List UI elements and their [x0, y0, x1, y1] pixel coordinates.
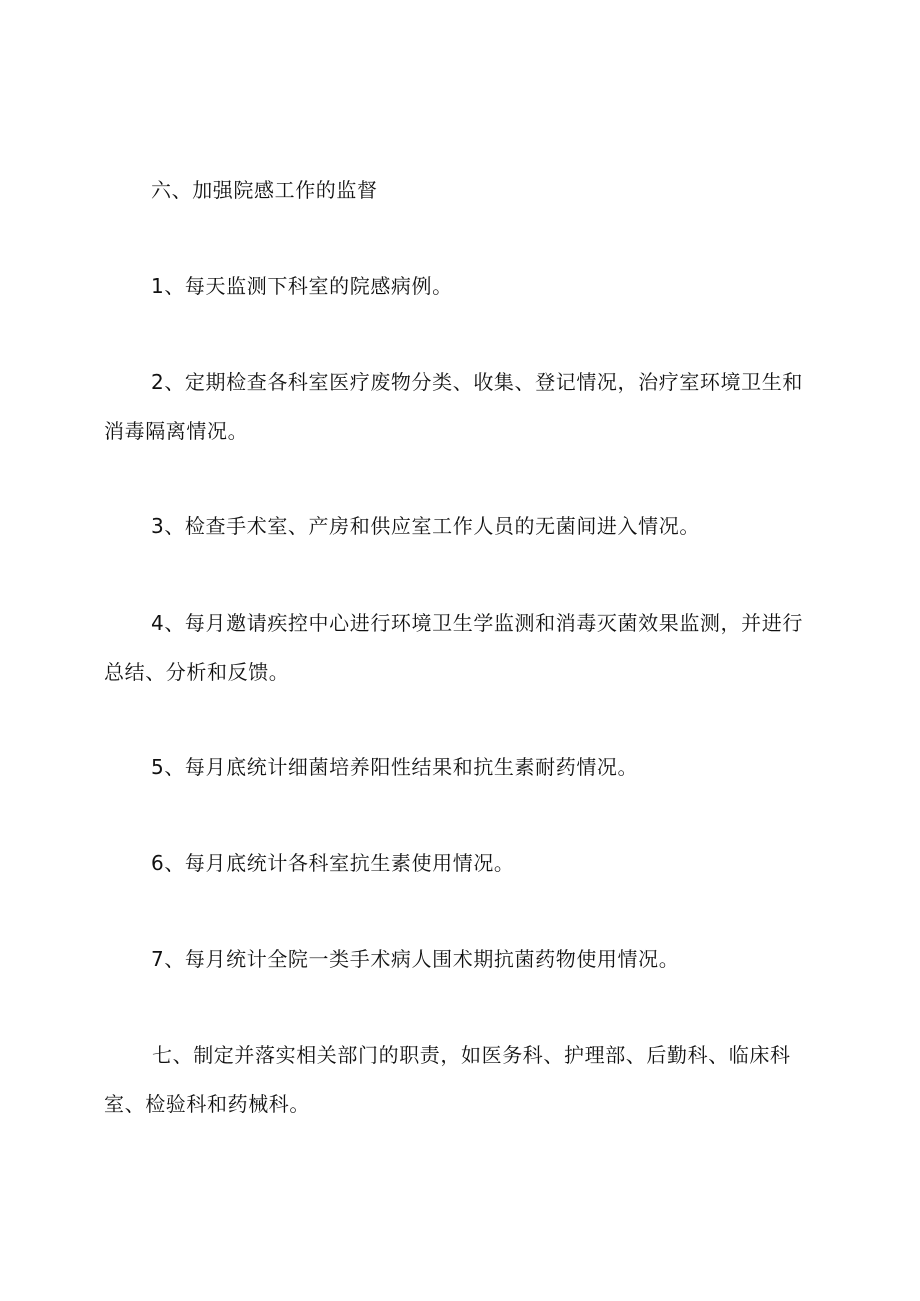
paragraph-item-2: 2、定期检查各科室医疗废物分类、收集、登记情况，治疗室环境卫生和消毒隔离情况。 — [104, 370, 803, 443]
paragraph-item-1: 1、每天监测下科室的院感病例。 — [151, 274, 453, 298]
section-heading-6: 六、加强院感工作的监督 — [151, 178, 378, 202]
section-heading-7: 七、制定并落实相关部门的职责，如医务科、护理部、后勤科、临床科室、检验科和药械科。 — [104, 1043, 791, 1116]
paragraph-item-6: 6、每月底统计各科室抗生素使用情况。 — [151, 851, 515, 875]
paragraph-item-7: 7、每月统计全院一类手术病人围术期抗菌药物使用情况。 — [151, 947, 680, 971]
paragraph-item-5: 5、每月底统计细菌培养阳性结果和抗生素耐药情况。 — [151, 755, 639, 779]
paragraph-item-3: 3、检查手术室、产房和供应室工作人员的无菌间进入情况。 — [151, 514, 700, 538]
paragraph-item-4: 4、每月邀请疾控中心进行环境卫生学监测和消毒灭菌效果监测，并进行总结、分析和反馈。 — [104, 611, 803, 684]
